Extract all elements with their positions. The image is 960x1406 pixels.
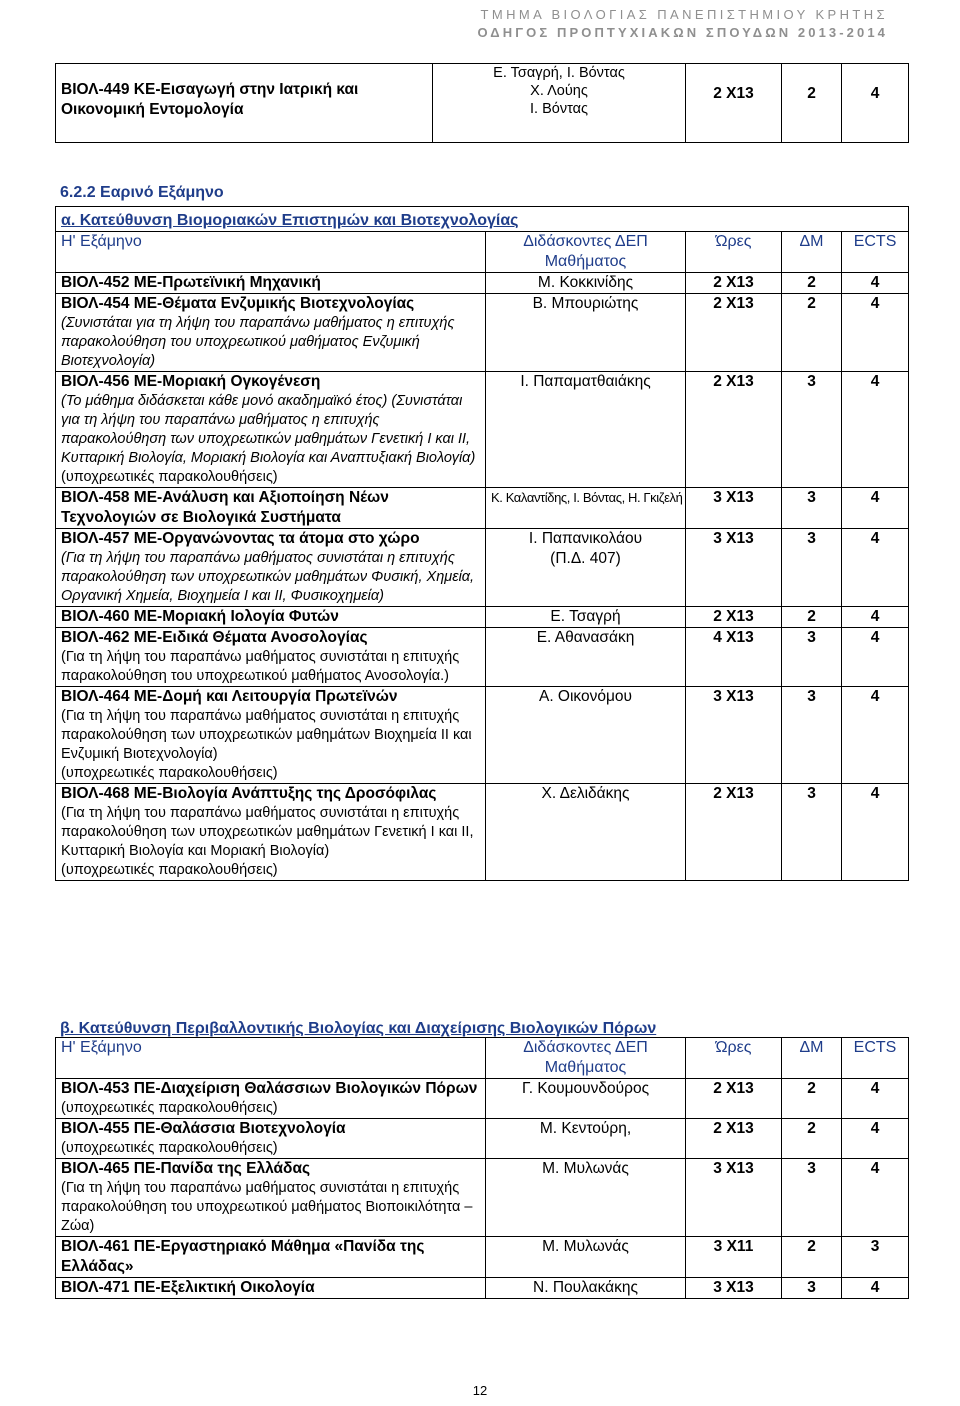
ects-cell bbox=[842, 628, 909, 687]
column-header-row bbox=[56, 232, 909, 273]
instructor-name: Γ. Κουμουνδούρος bbox=[521, 1080, 650, 1097]
hours-value: 2 Χ13 bbox=[713, 295, 754, 312]
ects-cell bbox=[842, 529, 909, 607]
dm-value: 3 bbox=[807, 373, 816, 390]
course-cell bbox=[56, 1237, 486, 1278]
hours-value: 3 Χ13 bbox=[713, 1160, 754, 1177]
col-semester bbox=[56, 232, 486, 273]
col-hours-label: Ώρες bbox=[715, 233, 752, 250]
dm-value: 3 bbox=[807, 530, 816, 547]
col-semester-label: Η' Εξάμηνο bbox=[61, 1039, 142, 1056]
course-title: ΒΙΟΛ-468 ΜΕ-Βιολογία Ανάπτυξης της Δροσόφιλας bbox=[61, 785, 437, 802]
dm-cell bbox=[782, 488, 842, 529]
ects-cell bbox=[842, 1237, 909, 1278]
dm-value: 3 bbox=[807, 785, 816, 802]
course-cell bbox=[56, 687, 486, 784]
ects-value: 4 bbox=[870, 530, 880, 547]
section-b-heading-wrap bbox=[60, 1020, 656, 1038]
instructor-cell bbox=[486, 488, 686, 529]
ects-value: 4 bbox=[870, 1080, 880, 1097]
instructor-name: Μ. Κεντούρη, bbox=[539, 1120, 632, 1137]
course-note: (Συνιστάται για τη λήψη του παραπάνω μαθήματος η επιτυχής παρακολούθηση του υποχρεωτικού μαθήματος Ενζυμική Βιοτεχνολογία) bbox=[61, 315, 455, 369]
table-row bbox=[56, 1237, 909, 1278]
ects-cell bbox=[842, 1159, 909, 1237]
hours-cell bbox=[686, 294, 782, 372]
course-attendance-note: (υποχρεωτικές παρακολουθήσεις) bbox=[61, 862, 278, 878]
ects-value: 4 bbox=[870, 608, 880, 625]
dm-value: 2 bbox=[807, 85, 816, 102]
table-row bbox=[56, 784, 909, 881]
hours-cell bbox=[686, 529, 782, 607]
dm-cell bbox=[782, 607, 842, 628]
instructor-cell bbox=[486, 607, 686, 628]
course-attendance-note: (υποχρεωτικές παρακολουθήσεις) bbox=[61, 1140, 278, 1156]
col-dm-label: ΔΜ bbox=[799, 1039, 824, 1056]
ects-value: 4 bbox=[870, 629, 880, 646]
ects-cell bbox=[842, 1278, 909, 1299]
dm-cell bbox=[782, 1119, 842, 1159]
ects-cell bbox=[842, 1079, 909, 1119]
course-attendance-note: (υποχρεωτικές παρακολουθήσεις) bbox=[61, 469, 278, 485]
col-semester-label: Η' Εξάμηνο bbox=[61, 233, 142, 250]
hours-cell bbox=[686, 628, 782, 687]
ects-value: 4 bbox=[870, 373, 880, 390]
course-title: ΒΙΟΛ-454 ΜΕ-Θέματα Ενζυμικής Βιοτεχνολογίας bbox=[61, 295, 415, 312]
instructor-name: Χ. Λούης bbox=[530, 83, 588, 99]
col-dm-label: ΔΜ bbox=[799, 233, 824, 250]
dm-value: 2 bbox=[807, 1120, 816, 1137]
instructor-cell bbox=[486, 372, 686, 488]
instructor-name: Ι. Παπαματθαιάκης bbox=[520, 373, 651, 390]
dm-value: 3 bbox=[807, 688, 816, 705]
course-title: ΒΙΟΛ-457 ΜΕ-Οργανώνοντας τα άτομα στο χώρο bbox=[61, 530, 420, 547]
instructor-name: Ι. Παπανικολάου bbox=[528, 530, 643, 547]
dm-cell bbox=[782, 529, 842, 607]
hours-cell bbox=[686, 372, 782, 488]
course-title: ΒΙΟΛ-462 ΜΕ-Ειδικά Θέματα Ανοσολογίας bbox=[61, 629, 368, 646]
hours-value: 2 Χ13 bbox=[713, 373, 754, 390]
ects-value: 4 bbox=[870, 295, 880, 312]
course-note: (Για τη λήψη του παραπάνω μαθήματος συνιστάται η επιτυχής παρακολούθηση των υποχρεωτικών μαθημάτων Γενετική Ι και ΙΙ, Κυτταρική Βιολογία και Μοριακή Βιολογία) bbox=[61, 805, 474, 859]
instructor-cell bbox=[486, 273, 686, 294]
course-title: ΒΙΟΛ-458 ΜΕ-Ανάλυση και Αξιοποίηση Νέων Τεχνολογιών σε Βιολογικά Συστήματα bbox=[61, 489, 389, 526]
dm-value: 3 bbox=[807, 1160, 816, 1177]
section-b-table bbox=[55, 1037, 909, 1299]
instructor-cell bbox=[433, 64, 686, 143]
table-row bbox=[56, 1278, 909, 1299]
course-title: ΒΙΟΛ-452 ΜΕ-Πρωτεϊνική Μηχανική bbox=[61, 274, 321, 291]
ects-cell bbox=[842, 1119, 909, 1159]
ects-cell bbox=[842, 607, 909, 628]
course-cell bbox=[56, 607, 486, 628]
hours-value: 3 Χ11 bbox=[713, 1238, 754, 1255]
table-row bbox=[56, 1159, 909, 1237]
section-a-heading: α. Κατεύθυνση Βιομοριακών Επιστημών και Βιοτεχνολογίας bbox=[61, 212, 519, 229]
instructor-name: Μ. Κοκκινίδης bbox=[537, 274, 634, 291]
instructor-name: Μ. Μυλωνάς bbox=[542, 1238, 629, 1255]
hours-value: 2 Χ13 bbox=[713, 274, 754, 291]
column-header-row bbox=[56, 1038, 909, 1079]
instructor-cell bbox=[486, 1079, 686, 1119]
dm-cell bbox=[782, 1237, 842, 1278]
ects-value: 4 bbox=[870, 85, 880, 102]
ects-cell bbox=[842, 372, 909, 488]
col-dm bbox=[782, 232, 842, 273]
col-instructors bbox=[486, 1038, 686, 1079]
col-ects-label: ECTS bbox=[853, 1039, 897, 1056]
dm-value: 3 bbox=[807, 489, 816, 506]
table-row bbox=[56, 607, 909, 628]
page-header bbox=[477, 6, 888, 42]
page-number: 12 bbox=[472, 1383, 488, 1398]
instructor-name: Ε. Τσαγρή bbox=[550, 608, 621, 625]
course-note: (Για τη λήψη του παραπάνω μαθήματος συνιστάται η επιτυχής παρακολούθηση του υποχρεωτικού μαθήματος Ανοσολογία.) bbox=[61, 649, 460, 684]
dm-cell bbox=[782, 1159, 842, 1237]
course-title: ΒΙΟΛ-449 ΚΕ-Εισαγωγή στην Ιατρική και Οικονομική Εντομολογία bbox=[61, 81, 359, 118]
ects-value: 4 bbox=[870, 1160, 880, 1177]
ects-cell bbox=[842, 488, 909, 529]
course-cell bbox=[56, 1119, 486, 1159]
dm-cell bbox=[782, 372, 842, 488]
hours-value: 3 Χ13 bbox=[713, 1279, 754, 1296]
ects-cell bbox=[842, 64, 909, 143]
ects-value: 4 bbox=[870, 274, 880, 291]
dm-cell bbox=[782, 64, 842, 143]
dm-value: 3 bbox=[807, 629, 816, 646]
course-title: ΒΙΟΛ-455 ΠΕ-Θαλάσσια Βιοτεχνολογία bbox=[61, 1120, 346, 1137]
dm-cell bbox=[782, 628, 842, 687]
col-instructors-sub: Μαθήματος bbox=[544, 253, 627, 270]
ects-value: 4 bbox=[870, 1279, 880, 1296]
ects-cell bbox=[842, 784, 909, 881]
hours-value: 2 Χ13 bbox=[713, 608, 754, 625]
hours-value: 2 Χ13 bbox=[713, 785, 754, 802]
instructor-position: (Π.Δ. 407) bbox=[550, 550, 621, 567]
section-a-heading-cell bbox=[56, 207, 909, 232]
instructor-cell bbox=[486, 687, 686, 784]
instructor-cell bbox=[486, 1237, 686, 1278]
hours-cell bbox=[686, 607, 782, 628]
instructor-name: Ε. Τσαγρή, Ι. Βόντας bbox=[493, 65, 625, 81]
instructor-cell bbox=[486, 1159, 686, 1237]
hours-value: 3 Χ13 bbox=[713, 688, 754, 705]
course-cell bbox=[56, 784, 486, 881]
course-attendance-note: (υποχρεωτικές παρακολουθήσεις) bbox=[61, 1100, 278, 1116]
hours-cell bbox=[686, 1079, 782, 1119]
ects-cell bbox=[842, 273, 909, 294]
dm-cell bbox=[782, 1079, 842, 1119]
instructor-name: Χ. Δελιδάκης bbox=[541, 785, 630, 802]
hours-cell bbox=[686, 64, 782, 143]
instructor-name: Α. Οικονόμου bbox=[538, 688, 633, 705]
course-note: (Το μάθημα διδάσκεται κάθε μονό ακαδημαϊκό έτος) (Συνιστάται για τη λήψη του παραπάνω μαθήματος η επιτυχής παρακολούθηση των υποχρεωτικών μαθημάτων Γενετική Ι και ΙΙ, Κυτταρική Βιολογία, Μοριακή Βιολογία και Αναπτυξιακή Βιολογία) bbox=[61, 393, 476, 466]
dm-cell bbox=[782, 294, 842, 372]
course-note: (Για τη λήψη του παραπάνω μαθήματος συνιστάται η επιτυχής παρακολούθηση των υποχρεωτικών μαθημάτων Βιοχημεία ΙΙ και Ενζυμική Βιοτεχνολογία) bbox=[61, 708, 472, 762]
hours-value: 4 Χ13 bbox=[713, 629, 754, 646]
dm-cell bbox=[782, 784, 842, 881]
table-row bbox=[56, 64, 909, 143]
course-cell bbox=[56, 1278, 486, 1299]
hours-value: 2 Χ13 bbox=[713, 1120, 754, 1137]
instructor-cell bbox=[486, 294, 686, 372]
instructor-cell bbox=[486, 628, 686, 687]
col-ects-label: ECTS bbox=[853, 233, 897, 250]
dm-value: 2 bbox=[807, 295, 816, 312]
course-note: (Για τη λήψη του παραπάνω μαθήματος συνιστάται η επιτυχής παρακολούθηση του υποχρεωτικού μαθήματος Βιοποικιλότητα – Ζώα) bbox=[61, 1180, 473, 1234]
hours-cell bbox=[686, 273, 782, 294]
dm-cell bbox=[782, 273, 842, 294]
dm-cell bbox=[782, 1278, 842, 1299]
table-row bbox=[56, 488, 909, 529]
ects-value: 4 bbox=[870, 489, 880, 506]
hours-cell bbox=[686, 1278, 782, 1299]
course-cell bbox=[56, 372, 486, 488]
dm-value: 2 bbox=[807, 1080, 816, 1097]
dm-value: 3 bbox=[807, 1279, 816, 1296]
instructor-name: Κ. Καλαντίδης, Ι. Βόντας, Η. Γκιζελή bbox=[491, 490, 683, 505]
course-title: ΒΙΟΛ-465 ΠΕ-Πανίδα της Ελλάδας bbox=[61, 1160, 311, 1177]
course-title-cell bbox=[56, 64, 433, 143]
table-row bbox=[56, 1079, 909, 1119]
col-instructors bbox=[486, 232, 686, 273]
hours-cell bbox=[686, 1159, 782, 1237]
course-cell bbox=[56, 488, 486, 529]
hours-cell bbox=[686, 1119, 782, 1159]
table-row bbox=[56, 1119, 909, 1159]
top-course-table bbox=[55, 63, 909, 143]
col-ects bbox=[842, 1038, 909, 1079]
ects-value: 4 bbox=[870, 688, 880, 705]
dm-cell bbox=[782, 687, 842, 784]
course-title: ΒΙΟΛ-456 ΜΕ-Μοριακή Ογκογένεση bbox=[61, 373, 321, 390]
instructor-cell bbox=[486, 529, 686, 607]
course-title: ΒΙΟΛ-460 ΜΕ-Μοριακή Ιολογία Φυτών bbox=[61, 608, 339, 625]
course-title: ΒΙΟΛ-471 ΠΕ-Εξελικτική Οικολογία bbox=[61, 1279, 315, 1296]
table-row bbox=[56, 372, 909, 488]
col-ects bbox=[842, 232, 909, 273]
dm-value: 2 bbox=[807, 274, 816, 291]
col-instructors-label: Διδάσκοντες ΔΕΠ bbox=[523, 233, 648, 250]
instructor-name: Β. Μπουριώτης bbox=[532, 295, 639, 312]
col-dm bbox=[782, 1038, 842, 1079]
ects-value: 3 bbox=[870, 1238, 880, 1255]
header-guide-title: ΟΔΗΓΟΣ ΠΡΟΠΤΥΧΙΑΚΩΝ ΣΠΟΥΔΩΝ 2013-2014 bbox=[477, 25, 888, 40]
course-cell bbox=[56, 1079, 486, 1119]
header-department: ΤΜΗΜΑ ΒΙΟΛΟΓΙΑΣ ΠΑΝΕΠΙΣΤΗΜΙΟΥ ΚΡΗΤΗΣ bbox=[480, 7, 888, 22]
col-instructors-sub: Μαθήματος bbox=[544, 1059, 627, 1076]
hours-cell bbox=[686, 1237, 782, 1278]
col-semester bbox=[56, 1038, 486, 1079]
instructor-name: Ε. Αθανασάκη bbox=[536, 629, 635, 646]
ects-value: 4 bbox=[870, 785, 880, 802]
table-row bbox=[56, 294, 909, 372]
table-row bbox=[56, 529, 909, 607]
hours-value: 3 Χ13 bbox=[713, 489, 754, 506]
course-title: ΒΙΟΛ-464 ΜΕ-Δομή και Λειτουργία Πρωτεϊνών bbox=[61, 688, 398, 705]
hours-value: 2 Χ13 bbox=[713, 85, 754, 102]
hours-cell bbox=[686, 784, 782, 881]
col-instructors-label: Διδάσκοντες ΔΕΠ bbox=[523, 1039, 648, 1056]
col-hours bbox=[686, 232, 782, 273]
ects-value: 4 bbox=[870, 1120, 880, 1137]
course-cell bbox=[56, 273, 486, 294]
ects-cell bbox=[842, 687, 909, 784]
course-cell bbox=[56, 294, 486, 372]
course-cell bbox=[56, 529, 486, 607]
table-row bbox=[56, 273, 909, 294]
instructor-name: Μ. Μυλωνάς bbox=[542, 1160, 629, 1177]
spring-semester-heading: 6.2.2 Εαρινό Εξάμηνο bbox=[60, 184, 224, 201]
col-hours-label: Ώρες bbox=[715, 1039, 752, 1056]
col-hours bbox=[686, 1038, 782, 1079]
course-title: ΒΙΟΛ-461 ΠΕ-Εργαστηριακό Μάθημα «Πανίδα της Ελλάδας» bbox=[61, 1238, 425, 1275]
section-a-table bbox=[55, 206, 909, 881]
hours-value: 3 Χ13 bbox=[713, 530, 754, 547]
instructor-name: Ν. Πουλακάκης bbox=[533, 1279, 638, 1296]
hours-cell bbox=[686, 687, 782, 784]
instructor-name: Ι. Βόντας bbox=[530, 101, 588, 117]
instructor-cell bbox=[486, 1278, 686, 1299]
hours-cell bbox=[686, 488, 782, 529]
table-row bbox=[56, 628, 909, 687]
hours-value: 2 Χ13 bbox=[713, 1080, 754, 1097]
course-attendance-note: (υποχρεωτικές παρακολουθήσεις) bbox=[61, 765, 278, 781]
dm-value: 2 bbox=[807, 1238, 816, 1255]
course-title: ΒΙΟΛ-453 ΠΕ-Διαχείριση Θαλάσσιων Βιολογικών Πόρων bbox=[61, 1080, 478, 1097]
dm-value: 2 bbox=[807, 608, 816, 625]
section-b-heading: β. Κατεύθυνση Περιβαλλοντικής Βιολογίας και Διαχείρισης Βιολογικών Πόρων bbox=[60, 1020, 657, 1037]
instructor-cell bbox=[486, 784, 686, 881]
course-note: (Για τη λήψη του παραπάνω μαθήματος συνιστάται η επιτυχής παρακολούθηση των υποχρεωτικών μαθημάτων Φυσική, Χημεία, Οργανική Χημεία, Βιοχημεία Ι και ΙΙ, Φυσικοχημεία) bbox=[61, 550, 475, 604]
instructor-cell bbox=[486, 1119, 686, 1159]
section-heading-row bbox=[56, 207, 909, 232]
ects-cell bbox=[842, 294, 909, 372]
course-cell bbox=[56, 1159, 486, 1237]
table-row bbox=[56, 687, 909, 784]
course-cell bbox=[56, 628, 486, 687]
